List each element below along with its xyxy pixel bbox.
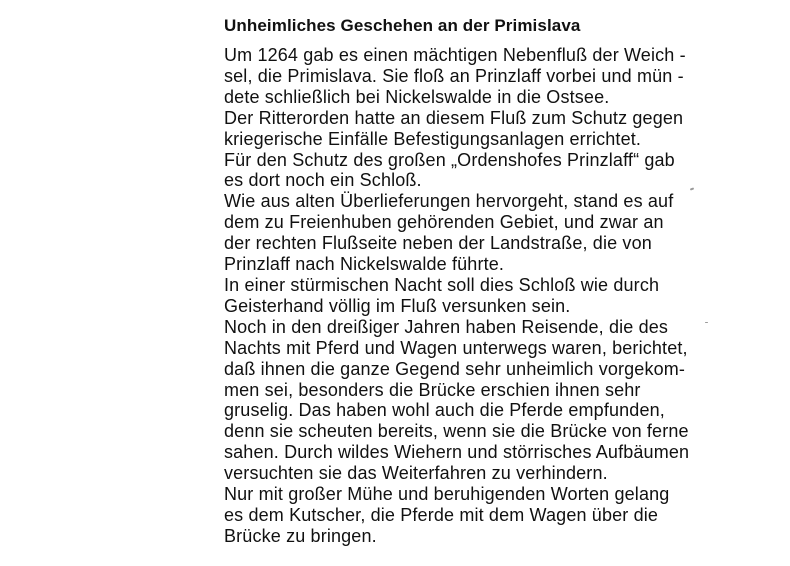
text-line: sahen. Durch wildes Wiehern und störrisches Aufbäumen <box>224 442 690 463</box>
page-title: Unheimliches Geschehen an der Primislava <box>224 16 581 35</box>
text-line: es dem Kutscher, die Pferde mit dem Wagen über die <box>224 504 659 525</box>
text-line: Noch in den dreißiger Jahren haben Reisende, die des <box>224 316 669 337</box>
text-line: Um 1264 gab es einen mächtigen Nebenfluß der Weich - <box>224 45 686 65</box>
text-line: versuchten sie das Weiterfahren zu verhindern. <box>224 463 608 484</box>
text-line: gruselig. Das haben wohl auch die Pferde empfunden, <box>224 400 665 421</box>
scan-speck <box>705 322 708 323</box>
text-line: Wie aus alten Überlieferungen hervorgeht, stand es auf <box>224 191 674 212</box>
text-line: daß ihnen die ganze Gegend sehr unheimlich vorgekom- <box>224 358 686 379</box>
text-line: es dort noch ein Schloß. <box>224 170 422 191</box>
text-line: Der Ritterorden hatte an diesem Fluß zum Schutz gegen <box>224 107 684 128</box>
text-line: Für den Schutz des großen „Ordenshofes Prinzlaff“ gab <box>224 149 675 170</box>
text-line: der rechten Flußseite neben der Landstraße, die von <box>224 233 652 254</box>
text-line: kriegerische Einfälle Befestigungsanlagen errichtet. <box>224 128 642 149</box>
text-line: Prinzlaff nach Nickelswalde führte. <box>224 254 505 275</box>
text-line: denn sie scheuten bereits, wenn sie die Brücke von ferne <box>224 421 689 442</box>
text-line: men sei, besonders die Brücke erschien ihnen sehr <box>224 379 641 400</box>
text-line: dem zu Freienhuben gehörenden Gebiet, und zwar an <box>224 212 664 233</box>
text-line: Brücke zu bringen. <box>224 525 377 546</box>
text-line: In einer stürmischen Nacht soll dies Schloß wie durch <box>224 274 660 295</box>
text-line: Nachts mit Pferd und Wagen unterwegs waren, berichtet, <box>224 337 688 358</box>
text-line: dete schließlich bei Nickelswalde in die Ostsee. <box>224 86 610 107</box>
text-line: sel, die Primislava. Sie floß an Prinzlaff vorbei und mün - <box>224 65 684 86</box>
article-body <box>224 45 694 547</box>
text-line: Nur mit großer Mühe und beruhigenden Worten gelang <box>224 484 670 505</box>
text-line: Geisterhand völlig im Fluß versunken sein. <box>224 295 571 316</box>
